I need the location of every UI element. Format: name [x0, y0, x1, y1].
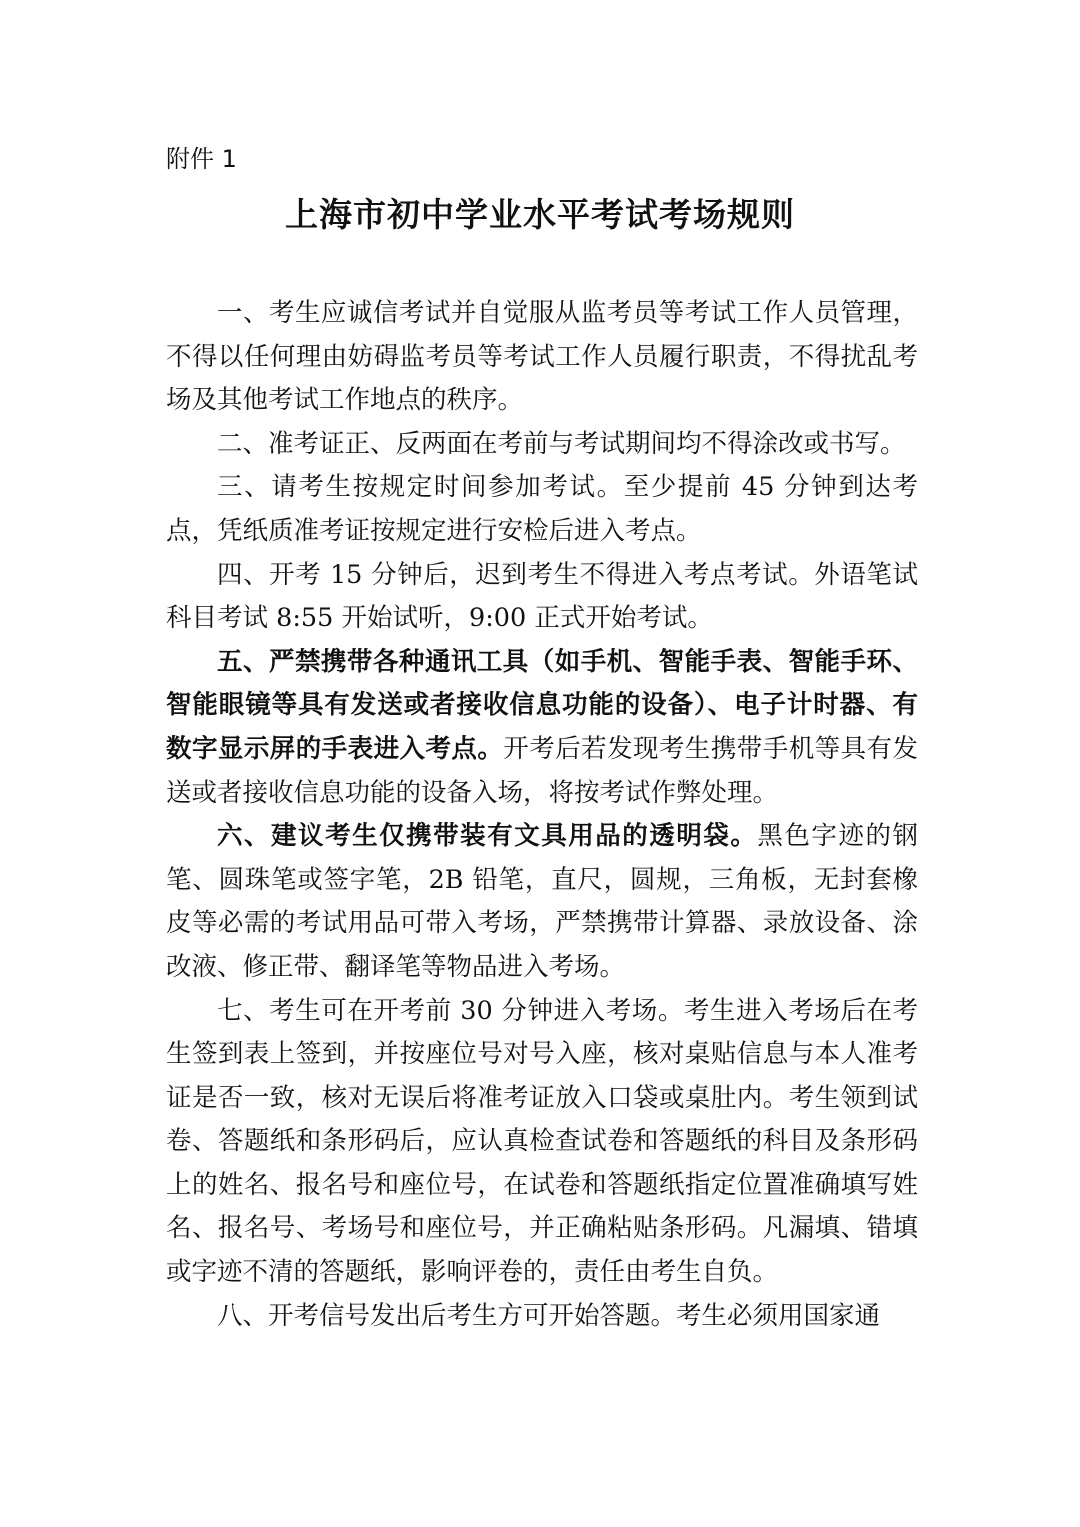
document-title: 上海市初中学业水平考试考场规则 [285, 195, 795, 234]
rule-text: 八、开考信号发出后考生方可开始答题。考生必须用国家通 [217, 1300, 881, 1331]
attachment-label: 附件 1 [166, 145, 237, 173]
rule-text: 一、考生应诚信考试并自觉服从监考员等考试工作人员管理，不得以任何理由妨碍监考员等考试工作人员履行职责，不得扰乱考场及其他考试工作地点的秩序。 [166, 298, 918, 416]
rule-paragraph-7 [166, 990, 918, 1295]
rule-text: 四、开考 15 分钟后，迟到考生不得进入考点考试。外语笔试科目考试 8:55 开始试听，9:00 正式开始考试。 [166, 559, 918, 634]
rule-paragraph-6 [166, 815, 918, 989]
rule-paragraph-4 [166, 554, 918, 641]
rule-text: 二、准考证正、反两面在考前与考试期间均不得涂改或书写。 [217, 428, 906, 459]
rule-text: 黑色字迹的钢笔、圆珠笔或签字笔，2B 铅笔，直尺，圆规，三角板，无封套橡皮等必需的考试用品可带入考场，严禁携带计算器、录放设备、涂改液、修正带、翻译笔等物品进入考场。 [166, 821, 918, 982]
rule-paragraph-2 [166, 423, 918, 467]
rule-paragraph-1 [166, 292, 918, 423]
rules-body [166, 292, 918, 1338]
rule-text: 开考后若发现考生携带手机等具有发送或者接收信息功能的设备入场，将按考试作弊处理。 [166, 733, 918, 808]
rule-text: 七、考生可在开考前 30 分钟进入考场。考生进入考场后在考生签到表上签到，并按座位号对号入座，核对桌贴信息与本人准考证是否一致，核对无误后将准考证放入口袋或桌肚内。考生领到试卷、答题纸和条形码后，应认真检查试卷和答题纸的科目及条形码上的姓名、报名号和座位号，在试卷和答题纸指定位置准确填写姓名、报名号、考场号和座位号，并正确粘贴条形码。凡漏填、错填或字迹不清的答题纸，影响评卷的，责任由考生自负。 [166, 995, 918, 1288]
rule-paragraph-5 [166, 641, 918, 815]
rule-paragraph-8 [166, 1295, 918, 1339]
rule-text: 三、请考生按规定时间参加考试。至少提前 45 分钟到达考点，凭纸质准考证按规定进行安检后进入考点。 [166, 472, 918, 546]
rule-bold-text: 五、严禁携带各种通讯工具（如手机、智能手表、智能手环、智能眼镜等具有发送或者接收信息功能的设备）、电子计时器、有数字显示屏的手表进入考点。 [166, 646, 918, 764]
rule-bold-text: 六、建议考生仅携带装有文具用品的透明袋。 [217, 821, 758, 852]
rule-paragraph-3 [166, 466, 918, 553]
